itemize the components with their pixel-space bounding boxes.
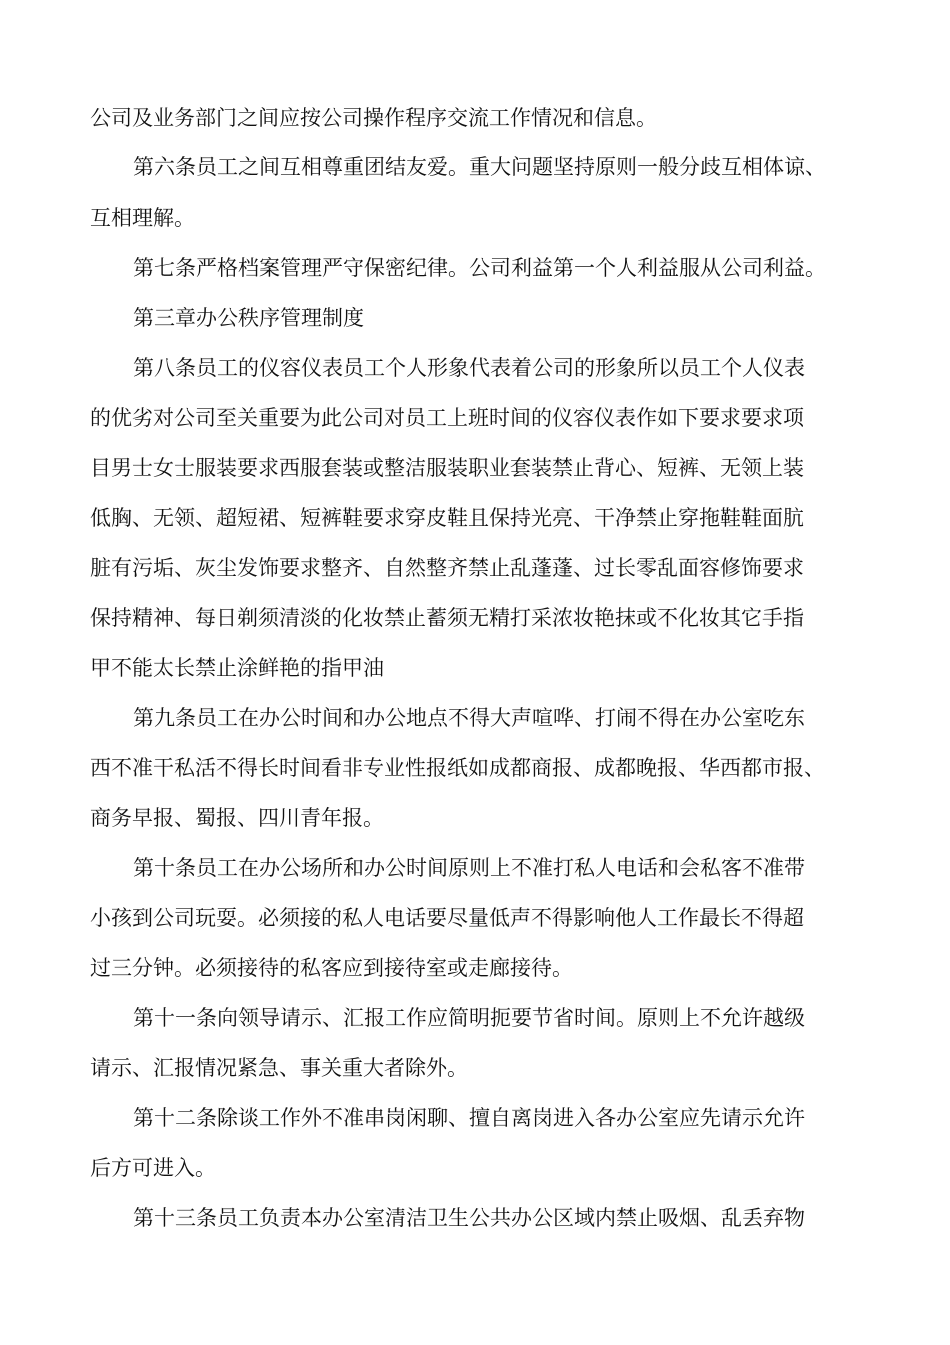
text-line: 商务早报、蜀报、四川青年报。	[90, 806, 384, 830]
text-line: 西不准干私活不得长时间看非专业性报纸如成都商报、成都晚报、华西都市报、	[90, 756, 825, 780]
paragraph-article-12: 第十二条除谈工作外不准串岗闲聊、擅自离岗进入各办公室应先请示允许	[133, 1106, 805, 1130]
paragraph-article-11: 第十一条向领导请示、汇报工作应简明扼要节省时间。原则上不允许越级	[133, 1006, 805, 1030]
text-line: 目男士女士服装要求西服套装或整洁服装职业套装禁止背心、短裤、无领上装	[90, 456, 804, 480]
text-line: 脏有污垢、灰尘发饰要求整齐、自然整齐禁止乱蓬蓬、过长零乱面容修饰要求	[90, 556, 804, 580]
text-line: 甲不能太长禁止涂鲜艳的指甲油	[90, 656, 384, 680]
text-line: 公司及业务部门之间应按公司操作程序交流工作情况和信息。	[90, 106, 657, 130]
chapter-heading: 第三章办公秩序管理制度	[133, 306, 364, 330]
text-line: 小孩到公司玩耍。必须接的私人电话要尽量低声不得影响他人工作最长不得超	[90, 906, 804, 930]
paragraph-article-6: 第六条员工之间互相尊重团结友爱。重大问题坚持原则一般分歧互相体谅、	[133, 155, 826, 179]
text-line: 过三分钟。必须接待的私客应到接待室或走廊接待。	[90, 956, 573, 980]
text-line: 低胸、无领、超短裙、短裤鞋要求穿皮鞋且保持光亮、干净禁止穿拖鞋鞋面肮	[90, 506, 804, 530]
paragraph-article-13: 第十三条员工负责本办公室清洁卫生公共办公区域内禁止吸烟、乱丢弃物	[133, 1206, 805, 1230]
paragraph-article-9: 第九条员工在办公时间和办公地点不得大声喧哗、打闹不得在办公室吃东	[133, 706, 805, 730]
text-line: 保持精神、每日剃须清淡的化妆禁止蓄须无精打采浓妆艳抹或不化妆其它手指	[90, 606, 804, 630]
text-line: 的优劣对公司至关重要为此公司对员工上班时间的仪容仪表作如下要求要求项	[90, 406, 804, 430]
text-line: 后方可进入。	[90, 1156, 216, 1180]
paragraph-article-10: 第十条员工在办公场所和办公时间原则上不准打私人电话和会私客不准带	[133, 856, 805, 880]
paragraph-article-8: 第八条员工的仪容仪表员工个人形象代表着公司的形象所以员工个人仪表	[133, 356, 805, 380]
text-line: 请示、汇报情况紧急、事关重大者除外。	[90, 1056, 468, 1080]
paragraph-article-7: 第七条严格档案管理严守保密纪律。公司利益第一个人利益服从公司利益。	[133, 256, 826, 280]
text-line: 互相理解。	[90, 206, 195, 230]
